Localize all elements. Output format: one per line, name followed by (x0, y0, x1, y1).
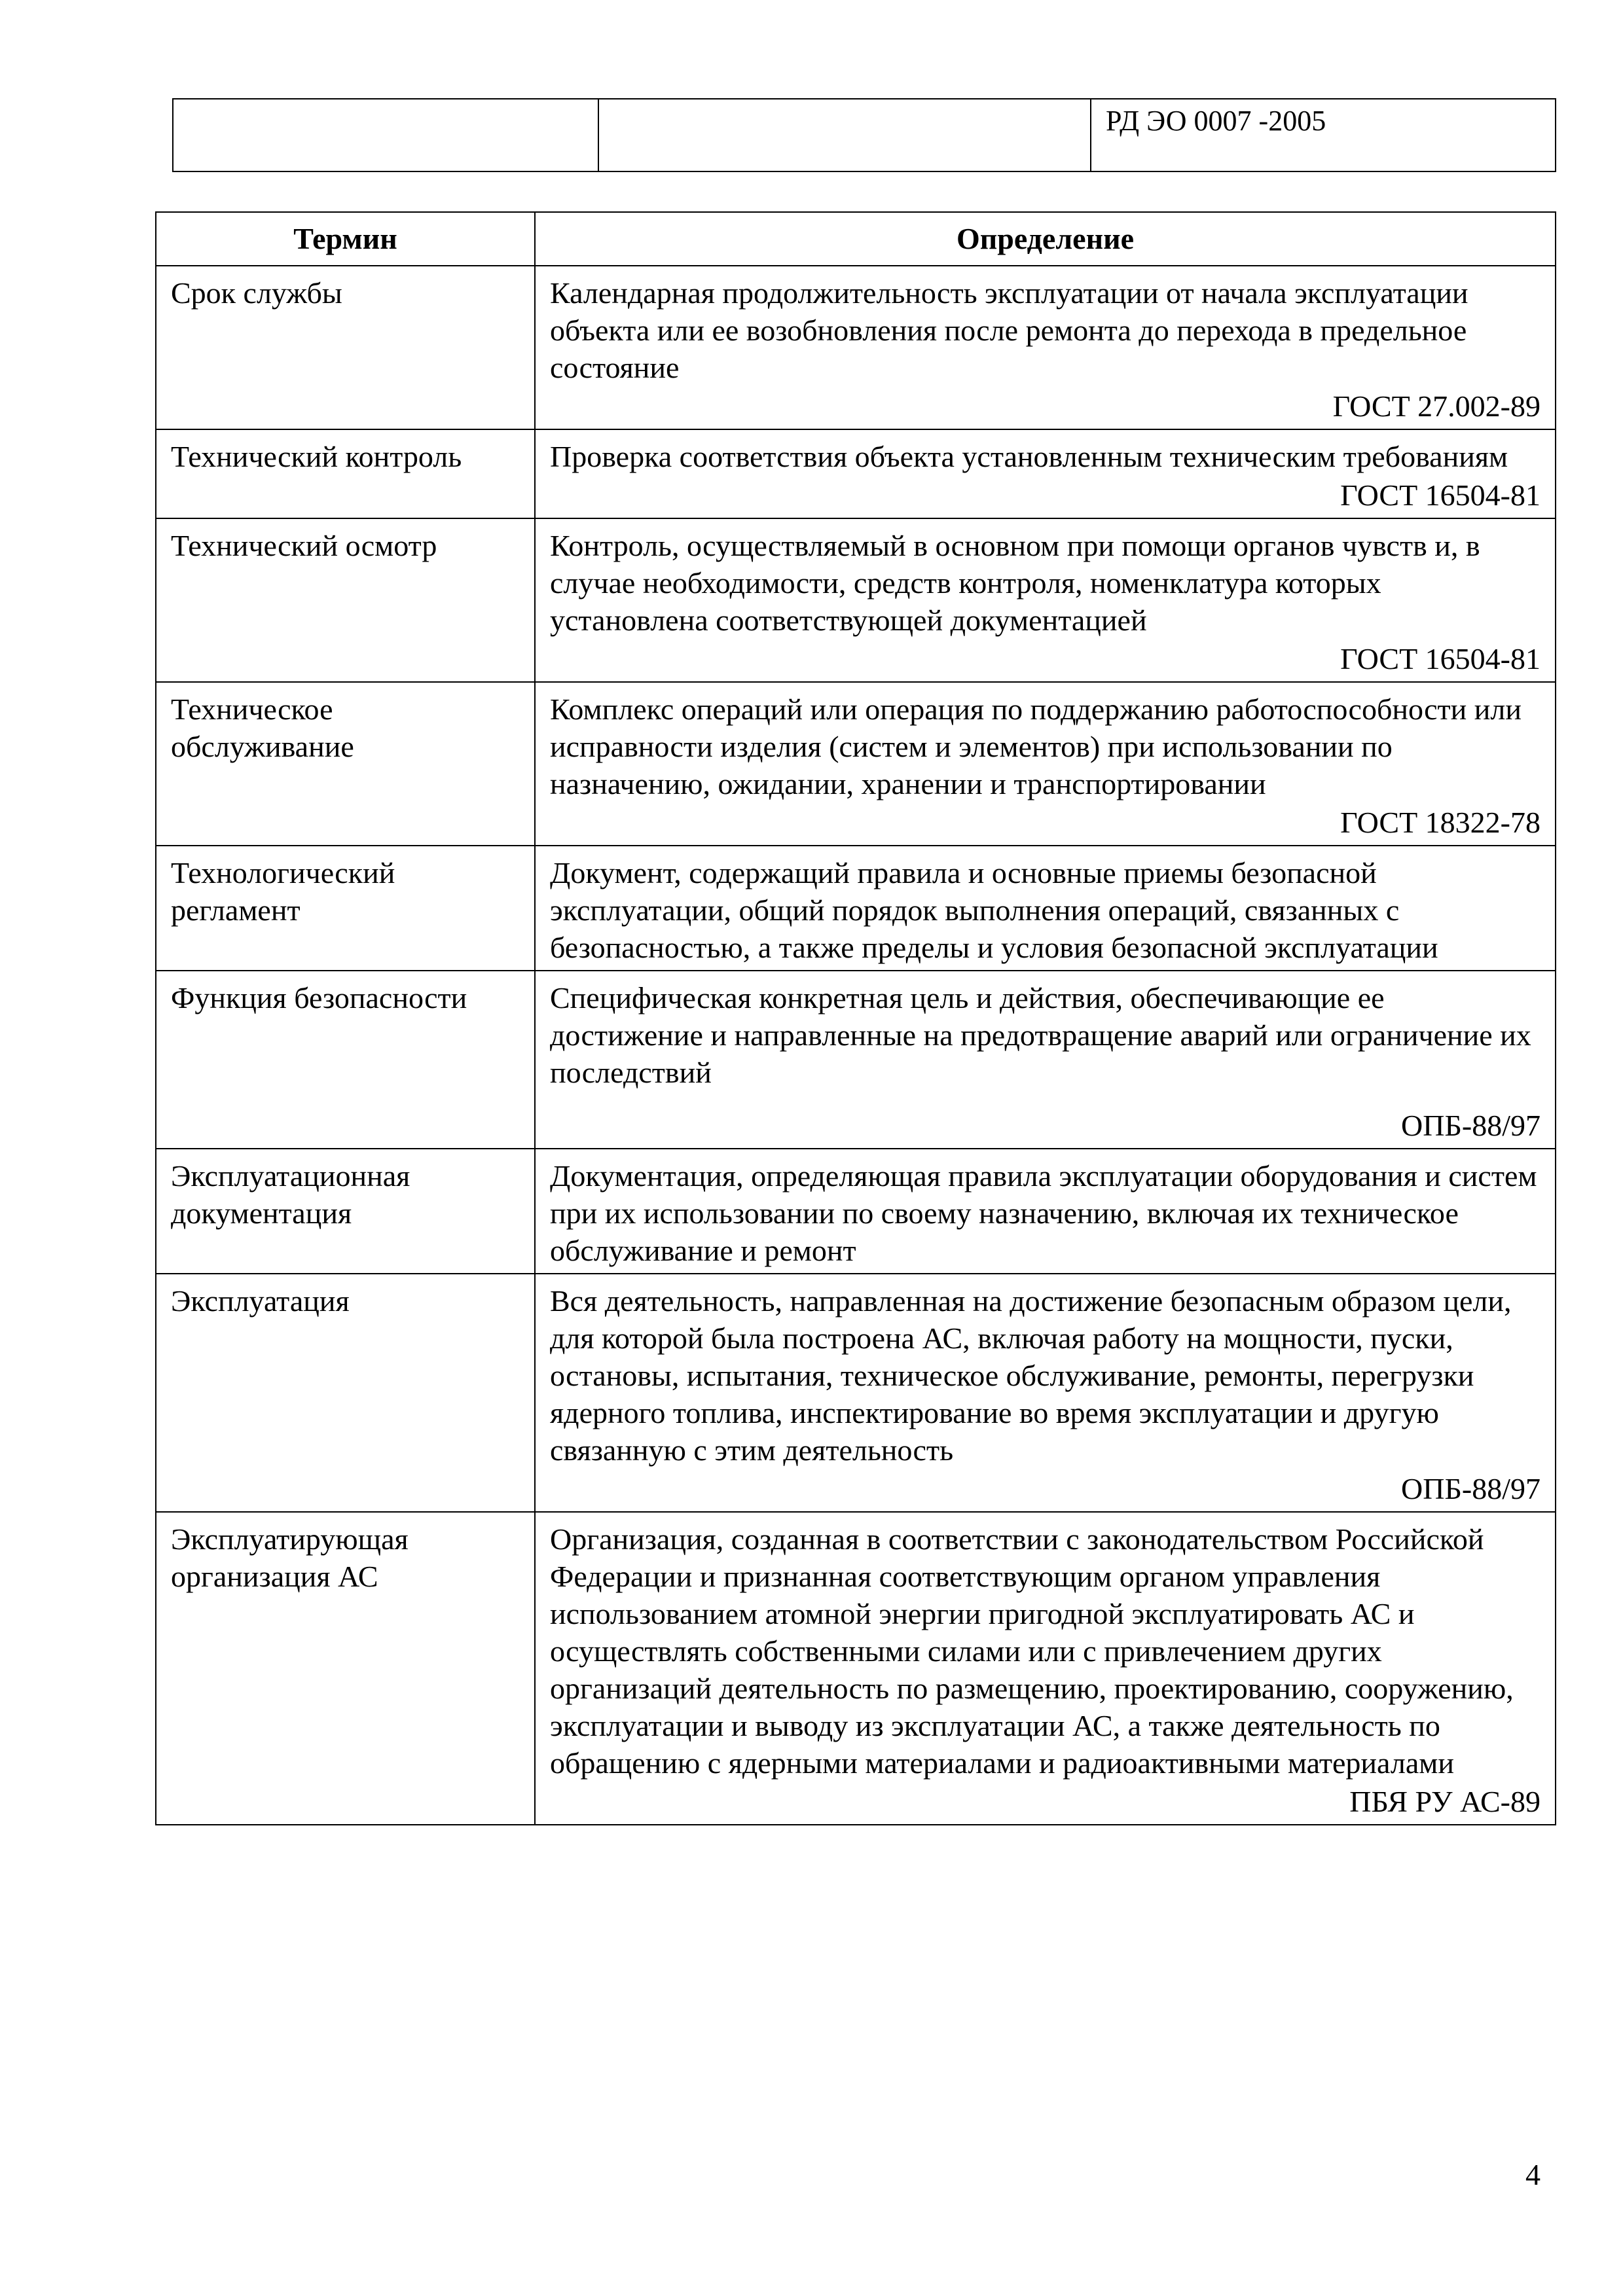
table-row (156, 1512, 1556, 1825)
definition-text: Документация, определяющая правила эксплуатации оборудования и систем при их использовании по своему назначению, включая их техническое обслуживание и ремонт (550, 1159, 1537, 1267)
header-cell-empty-1 (173, 99, 598, 171)
table-row (156, 429, 1556, 518)
table-row (156, 971, 1556, 1149)
definition-text: Календарная продолжительность эксплуатации от начала эксплуатации объекта или ее возобновления после ремонта до перехода в предельное состояние (550, 276, 1468, 384)
term-cell: Техническое обслуживание (156, 682, 535, 846)
definition-cell (535, 682, 1556, 846)
term-cell: Технологический регламент (156, 846, 535, 971)
term-cell: Эксплуатационная документация (156, 1149, 535, 1274)
definition-text: Документ, содержащий правила и основные приемы безопасной эксплуатации, общий порядок выполнения операций, связанных с безопасностью, а также пределы и условия безопасной эксплуатации (550, 856, 1438, 964)
definition-text: Проверка соответствия объекта установленным техническим требованиям (550, 440, 1508, 473)
definition-cell (535, 518, 1556, 682)
definition-cell (535, 1149, 1556, 1274)
table-header-row (156, 212, 1556, 266)
definition-text: Организация, созданная в соответствии с законодательством Российской Федерации и признанная соответствующим органом управления использованием атомной энергии пригодной эксплуатировать АС и осуществлять собственными силами или с привлечением других организаций деятельность по размещению, проектированию, сооружению, эксплуатации и выводу из эксплуатации АС, а также деятельность по обращению с ядерными материалами и радиоактивными материалами (550, 1522, 1514, 1780)
column-header-term: Термин (156, 212, 535, 266)
source-reference: ОПБ-88/97 (1401, 1472, 1541, 1505)
term-cell: Технический контроль (156, 429, 535, 518)
source-reference: ГОСТ 27.002-89 (1332, 389, 1541, 423)
definition-cell (535, 266, 1556, 429)
term-cell: Технический осмотр (156, 518, 535, 682)
table-row (156, 846, 1556, 971)
source-reference: ГОСТ 16504-81 (1340, 478, 1541, 512)
definition-cell (535, 846, 1556, 971)
definition-text: Специфическая конкретная цель и действия, обеспечивающие ее достижение и направленные на предотвращение аварий или ограничение их последствий (550, 981, 1531, 1089)
table-row (156, 518, 1556, 682)
term-cell: Эксплуатация (156, 1274, 535, 1512)
table-row (156, 1149, 1556, 1274)
term-cell: Срок службы (156, 266, 535, 429)
definition-text: Комплекс операций или операция по поддержанию работоспособности или исправности изделия (систем и элементов) при использовании по назначению, ожидании, хранении и транспортировании (550, 692, 1522, 800)
source-reference: ГОСТ 16504-81 (1340, 642, 1541, 675)
definition-text: Контроль, осуществляемый в основном при помощи органов чувств и, в случае необходимости, средств контроля, номенклатура которых установлена соответствующей документацией (550, 529, 1480, 637)
header-cell-empty-2 (598, 99, 1091, 171)
document-header-table (172, 98, 1556, 172)
definition-cell (535, 1274, 1556, 1512)
term-cell: Эксплуатирующая организация АС (156, 1512, 535, 1825)
table-row (156, 266, 1556, 429)
definition-text: Вся деятельность, направленная на достижение безопасным образом цели, для которой была построена АС, включая работу на мощности, пуски, остановы, испытания, техническое обслуживание, ремонты, перегрузки ядерного топлива, инспектирование во время эксплуатации и другую связанную с этим деятельность (550, 1284, 1512, 1467)
definition-cell (535, 971, 1556, 1149)
source-reference: ПБЯ РУ АС-89 (1349, 1785, 1541, 1818)
definition-cell (535, 429, 1556, 518)
term-cell: Функция безопасности (156, 971, 535, 1149)
source-reference: ОПБ-88/97 (1401, 1109, 1541, 1142)
page-number: 4 (1525, 2158, 1541, 2191)
table-row (156, 682, 1556, 846)
document-code: РД ЭО 0007 -2005 (1091, 99, 1556, 171)
definition-cell (535, 1512, 1556, 1825)
terms-table (155, 211, 1556, 1825)
column-header-definition: Определение (535, 212, 1556, 266)
table-row (156, 1274, 1556, 1512)
source-reference: ГОСТ 18322-78 (1340, 806, 1541, 839)
